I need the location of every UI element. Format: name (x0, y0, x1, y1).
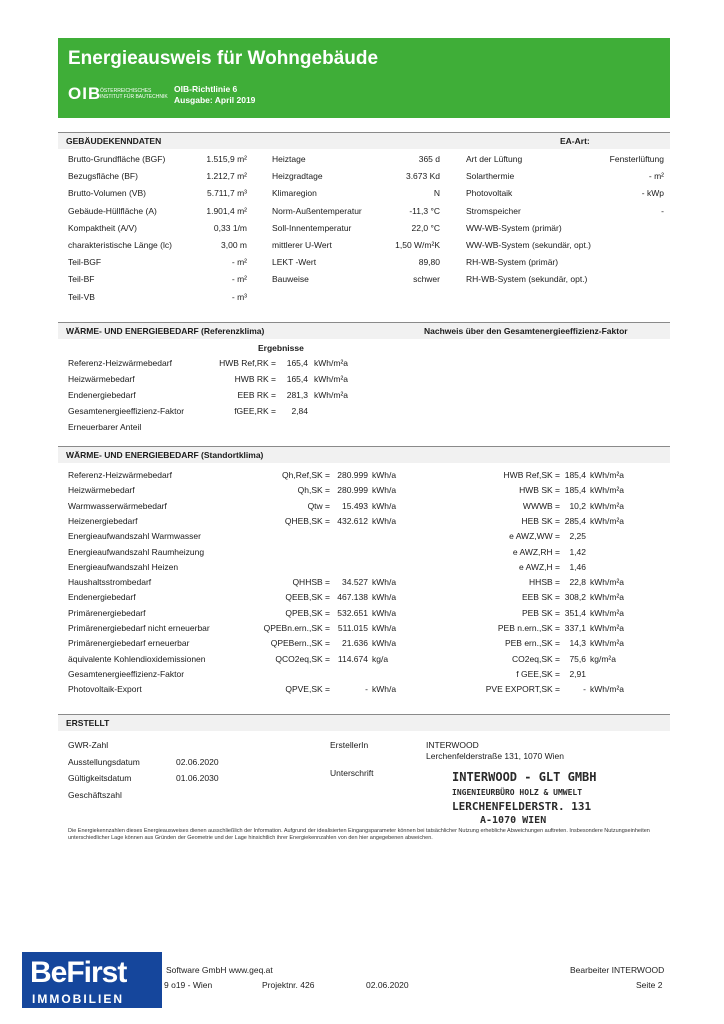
std-row-value-specific: 337,1 (564, 623, 586, 633)
system-prop-label: RH-WB-System (primär) (466, 257, 559, 268)
ref-row-label: Erneuerbarer Anteil (68, 422, 142, 432)
std-row-label: Heizenergiebedarf (68, 515, 138, 526)
std-row-value: 532.651 (337, 607, 368, 618)
std-row-symbol-specific: PEB SK = (521, 607, 560, 618)
std-row-symbol-specific: EEB SK = (521, 592, 560, 603)
building-prop-value: 1.212,7 m² (206, 171, 247, 182)
std-row-value-specific: 185,4 (564, 485, 586, 496)
std-row-label: Primärenergiebedarf nicht erneuerbar (68, 623, 210, 633)
std-row-unit: kWh/a (372, 500, 397, 511)
std-row-value-specific: 22,8 (569, 577, 586, 588)
system-prop-label: WW-WB-System (sekundär, opt.) (466, 240, 592, 250)
ref-row-label: Gesamtenergieeffizienz-Faktor (68, 406, 185, 416)
std-row-symbol-specific: PEB ern.,SK = (504, 638, 560, 649)
climate-prop-value: 365 d (418, 154, 440, 164)
ref-row-label: Heizwärmebedarf (68, 374, 135, 384)
system-prop-label: Solarthermie (466, 171, 515, 182)
climate-prop-label: LEKT -Wert (272, 257, 317, 268)
system-prop-label: WW-WB-System (primär) (466, 222, 562, 233)
unterschrift-label: Unterschrift (330, 768, 374, 778)
std-row-value-specific: 285,4 (564, 515, 586, 526)
std-row-unit-specific: kWh/m²a (590, 485, 624, 496)
std-row-label: Referenz-Heizwärmebedarf (68, 470, 172, 480)
section-title-referenz: WÄRME- UND ENERGIEBEDARF (Referenzklima) (66, 326, 265, 336)
ersteller-name: INTERWOOD (426, 740, 479, 750)
std-row-value-specific: 185,4 (564, 470, 586, 480)
building-prop-label: Teil-BF (68, 274, 95, 285)
std-row-label: Primärenergiebedarf (68, 607, 146, 618)
building-prop-label: Brutto-Grundfläche (BGF) (68, 154, 166, 164)
geschaeftszahl-label: Geschäftszahl (68, 790, 122, 800)
ref-row-label: Referenz-Heizwärmebedarf (68, 358, 172, 368)
std-row-value-specific: 2,91 (569, 668, 586, 679)
section-title-erstellt: ERSTELLT (66, 718, 110, 728)
std-row-value-specific: 351,4 (564, 607, 586, 618)
std-row-unit-specific: kWh/m²a (590, 623, 624, 633)
std-row-label: Heizwärmebedarf (68, 485, 135, 496)
gwr-label: GWR-Zahl (68, 740, 109, 750)
std-row-symbol-specific: WWWB = (522, 500, 560, 511)
std-row-label: Energieaufwandszahl Warmwasser (68, 531, 201, 542)
std-row-unit: kWh/a (372, 592, 397, 603)
climate-prop-value: 22,0 °C (411, 222, 440, 233)
document-header (58, 38, 670, 118)
std-row-value: - (365, 684, 368, 695)
std-row-symbol: QCO2eq,SK = (275, 653, 330, 664)
std-row-value: 15.493 (342, 500, 368, 511)
system-prop-label: Art der Lüftung (466, 154, 523, 164)
ref-row-symbol: HWB RK = (234, 374, 276, 384)
std-row-label: Gesamtenergieeffizienz-Faktor (68, 668, 185, 679)
building-prop-label: Gebäude-Hüllfläche (A) (68, 205, 157, 216)
std-row-symbol: Qtw = (307, 500, 330, 511)
ref-row-value: 2,84 (291, 406, 308, 416)
ref-row-symbol: fGEE,RK = (234, 406, 276, 416)
section-header-erstellt (58, 714, 670, 731)
ausstellungsdatum-label: Ausstellungsdatum (68, 757, 140, 767)
std-row-unit: kWh/a (372, 638, 397, 649)
ref-row-value: 165,4 (286, 374, 308, 384)
footer-projektnr: Projektnr. 426 (262, 980, 315, 990)
ref-row-unit: kWh/m²a (314, 390, 348, 400)
std-row-unit: kWh/a (372, 684, 397, 695)
std-row-label: Energieaufwandszahl Heizen (68, 561, 179, 572)
std-row-value: 114.674 (337, 653, 368, 664)
building-prop-value: - m² (231, 257, 247, 268)
climate-prop-label: Soll-Innentemperatur (272, 222, 352, 233)
std-row-label: Endenergiebedarf (68, 592, 136, 603)
std-row-label: Warmwasserwärmebedarf (68, 500, 167, 511)
std-row-symbol: QEEB,SK = (285, 592, 330, 603)
std-row-value-specific: 14,3 (569, 638, 586, 649)
std-row-label: Haushaltsstrombedarf (68, 577, 152, 588)
climate-prop-value: 1,50 W/m²K (395, 240, 440, 250)
climate-prop-label: Heiztage (272, 154, 306, 164)
footer-version: 9 o19 - Wien (164, 980, 213, 990)
std-row-label: äquivalente Kohlendioxidemissionen (68, 653, 206, 664)
std-row-unit-specific: kWh/m²a (590, 515, 624, 526)
std-row-unit: kWh/a (372, 470, 397, 480)
std-row-symbol: QPEBn.ern.,SK = (263, 623, 330, 633)
system-prop-value: - (661, 205, 664, 216)
oib-logo: OIB (68, 84, 102, 103)
std-row-symbol-specific: HEB SK = (521, 515, 560, 526)
std-row-unit-specific: kWh/m²a (590, 592, 624, 603)
std-row-unit: kWh/a (372, 607, 397, 618)
building-prop-value: 1.901,4 m² (206, 205, 247, 216)
system-prop-label: Photovoltaik (466, 188, 513, 199)
ergebnisse-heading: Ergebnisse (258, 343, 304, 353)
std-row-symbol-specific: HHSB = (529, 577, 560, 588)
std-row-unit: kWh/a (372, 485, 397, 496)
std-row-unit-specific: kWh/m²a (590, 638, 624, 649)
std-row-unit: kWh/a (372, 577, 397, 588)
std-row-unit: kg/a (372, 653, 389, 664)
std-row-unit-specific: kWh/m²a (590, 607, 624, 618)
std-row-label: Primärenergiebedarf erneuerbar (68, 638, 190, 649)
std-row-value: 280.999 (337, 485, 368, 496)
std-row-symbol: QPVE,SK = (285, 684, 330, 695)
std-row-value: 21.636 (342, 638, 368, 649)
oib-guideline: OIB-Richtlinie 6 Ausgabe: April 2019 (174, 84, 256, 105)
ersteller-address: Lerchenfelderstraße 131, 1070 Wien (426, 751, 564, 761)
ea-art-label: EA-Art: (560, 136, 590, 146)
std-row-value-specific: 75,6 (569, 653, 586, 664)
std-row-unit-specific: kg/m²a (590, 653, 616, 664)
ref-row-value: 281,3 (286, 390, 308, 400)
gueltigkeitsdatum-value: 01.06.2030 (176, 773, 219, 783)
std-row-symbol-specific: e AWZ,WW = (509, 531, 560, 542)
std-row-symbol: QHEB,SK = (284, 515, 330, 526)
building-prop-value: 1.515,9 m² (206, 154, 247, 164)
building-prop-value: 3,00 m (221, 240, 247, 250)
std-row-symbol: QPEBern.,SK = (270, 638, 330, 649)
std-row-unit-specific: kWh/m²a (590, 470, 624, 480)
document-title: Energieausweis für Wohngebäude (68, 48, 379, 69)
system-prop-value: - kWp (641, 188, 664, 199)
ref-row-unit: kWh/m²a (314, 374, 348, 384)
ausstellungsdatum-value: 02.06.2020 (176, 757, 219, 767)
footer-datum: 02.06.2020 (366, 980, 409, 990)
footer-bearbeiter: Bearbeiter INTERWOOD (570, 965, 665, 975)
std-row-value: 467.138 (337, 592, 368, 603)
std-row-symbol-specific: f GEE,SK = (516, 668, 560, 679)
system-prop-value: - m² (648, 171, 664, 182)
building-prop-value: - m³ (231, 291, 247, 302)
std-row-unit: kWh/a (372, 515, 397, 526)
climate-prop-value: 89,80 (418, 257, 440, 268)
climate-prop-label: mittlerer U-Wert (272, 240, 332, 250)
befirst-logo: BeFirst IMMOBILIEN (22, 952, 162, 1008)
climate-prop-value: schwer (413, 274, 440, 285)
climate-prop-value: N (433, 188, 440, 199)
ref-row-value: 165,4 (286, 358, 308, 368)
std-row-value: 511.015 (337, 623, 368, 633)
footer-software: Software GmbH www.geq.at (166, 965, 273, 975)
building-prop-value: 0,33 1/m (213, 222, 247, 233)
std-row-value-specific: - (583, 684, 586, 695)
system-prop-label: RH-WB-System (sekundär, opt.) (466, 274, 588, 285)
std-row-value-specific: 1,46 (569, 561, 586, 572)
ersteller-label: ErstellerIn (330, 740, 369, 750)
building-prop-label: charakteristische Länge (lc) (68, 240, 172, 250)
std-row-symbol-specific: e AWZ,H = (518, 561, 560, 572)
std-row-symbol-specific: HWB SK = (519, 485, 560, 496)
building-prop-label: Teil-BGF (68, 257, 102, 268)
climate-prop-label: Bauweise (272, 274, 309, 285)
std-row-label: Photovoltaik-Export (68, 684, 142, 695)
oib-institute-name: ÖSTERREICHISCHES INSTITUT FÜR BAUTECHNIK (100, 88, 168, 100)
building-prop-label: Teil-VB (68, 291, 95, 302)
building-prop-label: Brutto-Volumen (VB) (68, 188, 146, 199)
system-prop-value: Fensterlüftung (609, 154, 664, 164)
system-prop-label: Stromspeicher (466, 205, 521, 216)
disclaimer-footnote: Die Energiekennzahlen dieses Energieausweises dienen ausschließlich der Information. Aufgrund der idealisierten Eingangsparameter können bei tatsächlicher Nutzung erhebliche Abweichungen auftreten. Insbesondere Nutzungseinheiten unterschiedlicher Lage können aus Gründen der Geometrie und der Lage hinsichtlich ihrer Energiekennzahlen von den hier angegebenen abweichen. (68, 828, 650, 841)
std-row-value-specific: 308,2 (564, 592, 586, 603)
building-prop-value: 5.711,7 m³ (206, 188, 247, 199)
footer-seite: Seite 2 (636, 980, 663, 990)
std-row-value-specific: 10,2 (569, 500, 586, 511)
ref-row-symbol: HWB Ref,RK = (219, 358, 276, 368)
std-row-symbol-specific: HWB Ref,SK = (503, 470, 560, 480)
std-row-value: 280.999 (337, 470, 368, 480)
std-row-value-specific: 1,42 (569, 546, 586, 557)
std-row-unit-specific: kWh/m²a (590, 684, 624, 695)
std-row-unit-specific: kWh/m²a (590, 577, 624, 588)
building-prop-value: - m² (231, 274, 247, 285)
section-title-standort: WÄRME- UND ENERGIEBEDARF (Standortklima) (66, 450, 264, 460)
std-row-symbol: QHHSB = (292, 577, 330, 588)
ref-row-unit: kWh/m²a (314, 358, 348, 368)
std-row-symbol: Qh,SK = (297, 485, 330, 496)
nachweis-heading: Nachweis über den Gesamtenergieeffizienz-Faktor (424, 326, 628, 336)
climate-prop-label: Norm-Außentemperatur (272, 205, 362, 216)
std-row-symbol-specific: e AWZ,RH = (512, 546, 560, 557)
gueltigkeitsdatum-label: Gültigkeitsdatum (68, 773, 132, 783)
std-row-symbol-specific: PVE EXPORT,SK = (485, 684, 560, 695)
std-row-symbol: QPEB,SK = (285, 607, 330, 618)
std-row-unit-specific: kWh/m²a (590, 500, 624, 511)
std-row-value: 34.527 (342, 577, 368, 588)
building-prop-label: Bezugsfläche (BF) (68, 171, 138, 182)
climate-prop-label: Heizgradtage (272, 171, 323, 182)
std-row-value: 432.612 (337, 515, 368, 526)
climate-prop-value: -11,3 °C (409, 205, 440, 216)
std-row-symbol-specific: PEB n.ern.,SK = (497, 623, 560, 633)
ref-row-symbol: EEB RK = (237, 390, 276, 400)
climate-prop-label: Klimaregion (272, 188, 317, 199)
std-row-symbol: Qh,Ref,SK = (282, 470, 330, 480)
std-row-symbol-specific: CO2eq,SK = (512, 653, 560, 664)
std-row-label: Energieaufwandszahl Raumheizung (68, 546, 205, 557)
std-row-unit: kWh/a (372, 623, 397, 633)
climate-prop-value: 3.673 Kd (405, 171, 440, 182)
ref-row-label: Endenergiebedarf (68, 390, 136, 400)
std-row-value-specific: 2,25 (569, 531, 586, 542)
building-prop-label: Kompaktheit (A/V) (68, 222, 137, 233)
section-title-gebaeude: GEBÄUDEKENNDATEN (66, 136, 162, 146)
